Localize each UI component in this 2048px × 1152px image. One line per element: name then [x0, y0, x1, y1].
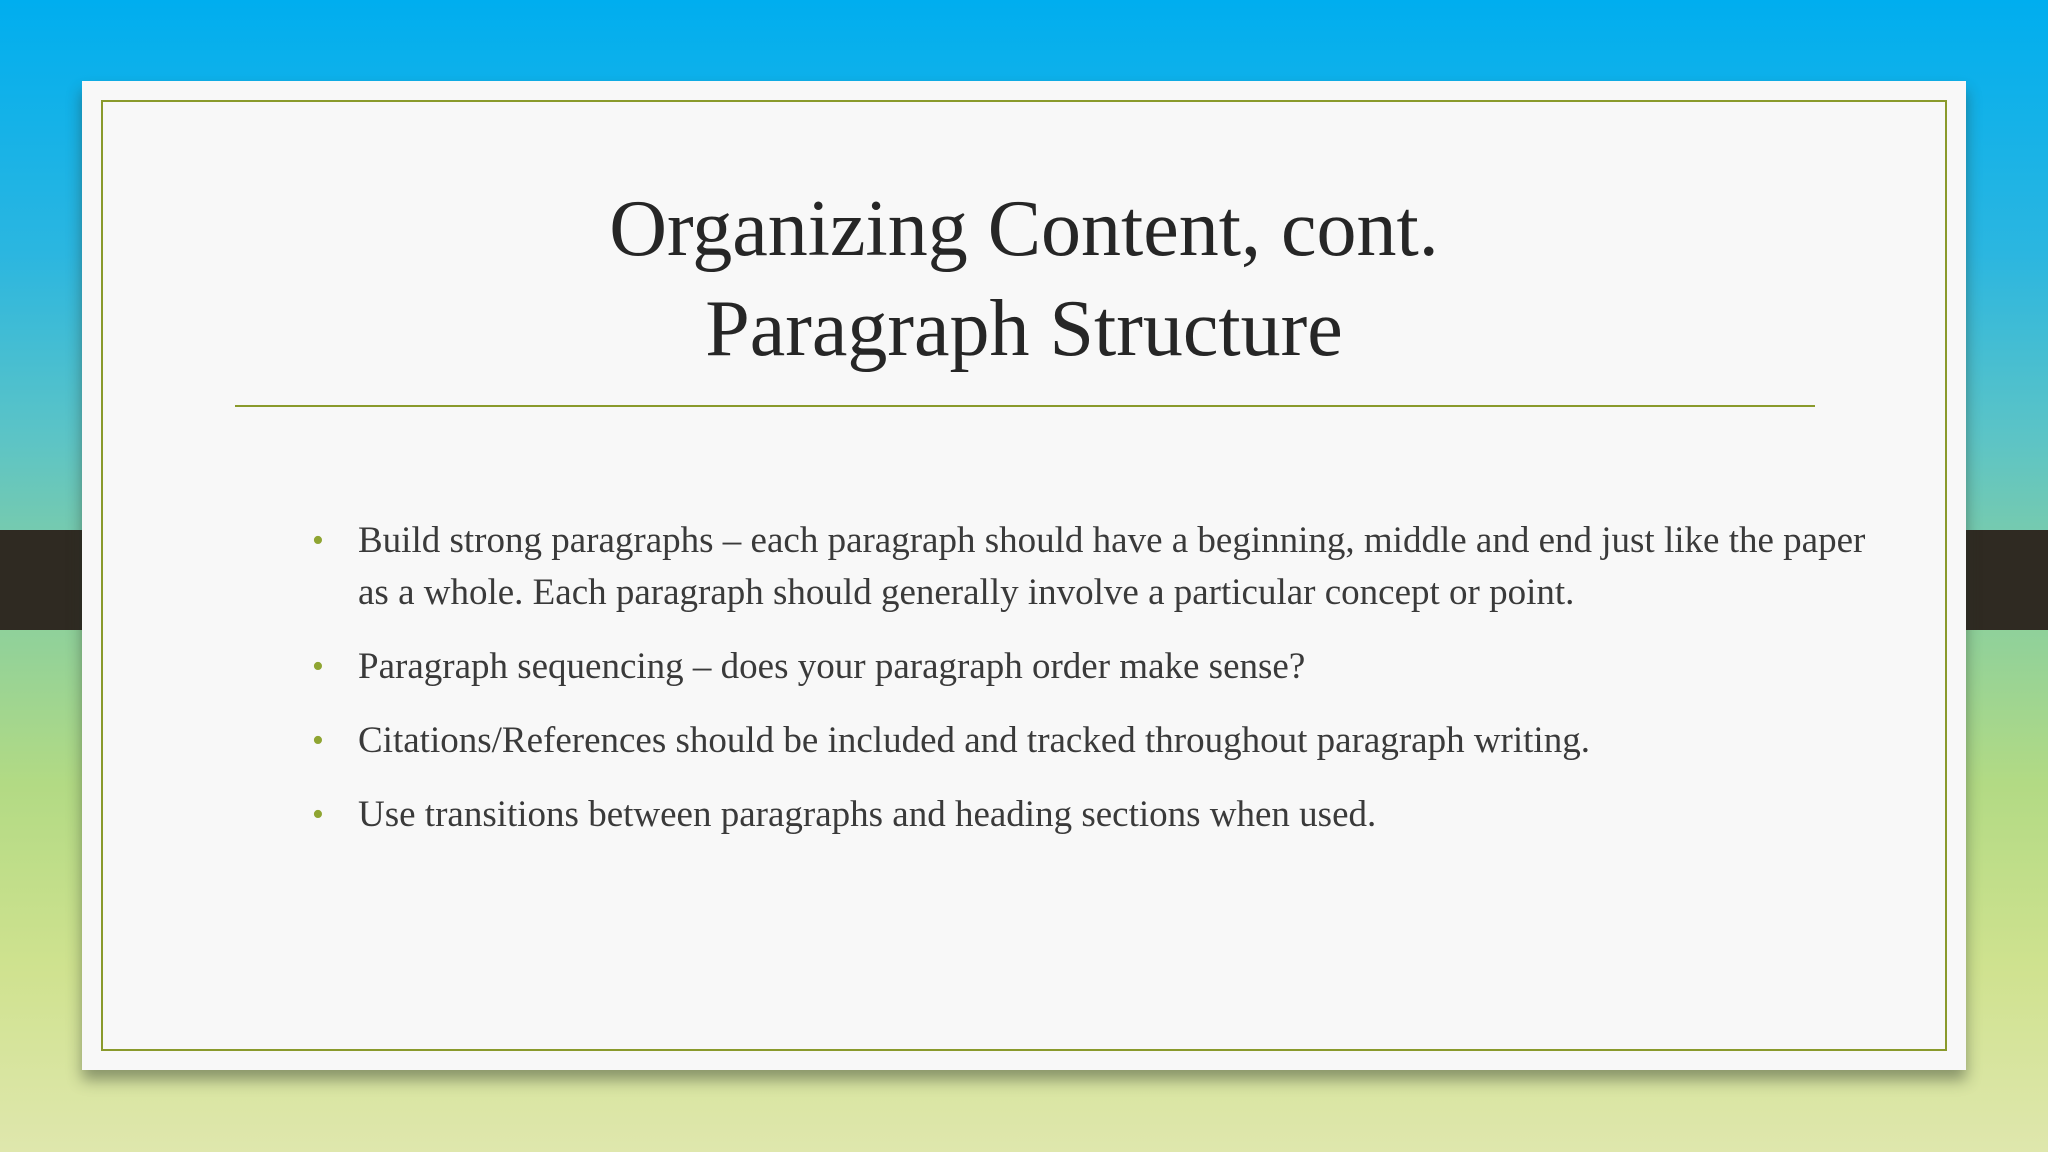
bullet-dot-icon: • [312, 522, 324, 559]
bullet-list [312, 515, 1888, 863]
bullet-item [312, 515, 1888, 619]
title-divider [235, 405, 1815, 407]
slide-title [82, 179, 1966, 379]
slide-title-line-2: Paragraph Structure [705, 285, 1343, 373]
bullet-item [312, 789, 1888, 841]
bullet-dot-icon: • [312, 796, 324, 833]
slide-card [82, 81, 1966, 1070]
bullet-text: Citations/References should be included and tracked throughout paragraph writing. [358, 720, 1590, 761]
bullet-dot-icon: • [312, 722, 324, 759]
bullet-item [312, 715, 1888, 767]
bullet-text: Build strong paragraphs – each paragraph should have a beginning, middle and end just like the paper as a whole. Each paragraph should generally involve a particular concept or point. [358, 520, 1866, 613]
bullet-dot-icon: • [312, 648, 324, 685]
bullet-text: Paragraph sequencing – does your paragraph order make sense? [358, 646, 1306, 687]
bullet-item [312, 641, 1888, 693]
slide-title-line-1: Organizing Content, cont. [609, 185, 1439, 273]
bullet-text: Use transitions between paragraphs and heading sections when used. [358, 794, 1377, 835]
